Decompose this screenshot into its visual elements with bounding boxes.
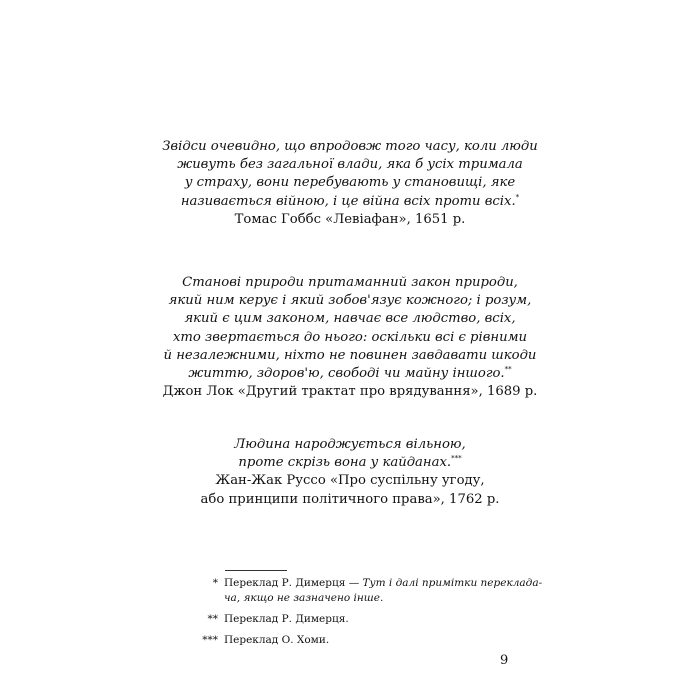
quote-line: який ним керує і який зобов'язує кожного; і розум, (168, 293, 532, 309)
footnotes (196, 576, 543, 654)
footnote-marker: ** (207, 613, 218, 625)
footnote-item (196, 612, 526, 627)
footnote-mark: * (515, 193, 520, 202)
quote-line: проте скрізь вона у кайданах. (238, 455, 452, 471)
quote-line: у страху, вони перебувають у становищі, яке (184, 175, 516, 191)
epigraph-hobbes (150, 138, 550, 229)
epigraph-attribution (150, 472, 550, 508)
footnote-italic-text: ча, якщо не зазначено інше. (224, 592, 384, 604)
quote-line: називається війною, і це війна всіх проти всіх. (180, 193, 516, 209)
footnote-text: Переклад Р. Димерця. (224, 613, 349, 625)
footnote-item (196, 633, 526, 648)
epigraph-attribution (150, 383, 550, 401)
footnote-text: Переклад Р. Димерця — (224, 577, 363, 589)
quote-line: Звідси очевидно, що впродовж того часу, коли люди (162, 139, 538, 154)
footnote-divider (225, 570, 287, 571)
attribution-line: або принципи політичного права», 1762 р. (200, 491, 500, 507)
quote-line: й незалежними, ніхто не повинен завдавати шкоди (163, 347, 537, 363)
quote-line: живуть без загальної влади, яка б усіх тримала (177, 157, 523, 173)
footnote-marker: * (212, 577, 218, 589)
quote-line: життю, здоров'ю, свободі чи майну іншого. (188, 366, 505, 382)
page-number: 9 (500, 653, 509, 668)
attribution-line: Томас Гоббс «Левіафан», 1651 р. (234, 211, 466, 227)
attribution-line: Жан-Жак Руссо «Про суспільну угоду, (215, 473, 485, 489)
footnote-line (224, 576, 543, 591)
footnote-marker: *** (202, 634, 218, 646)
footnote-mark: *** (451, 454, 462, 463)
footnote-item (196, 576, 543, 606)
attribution-line: Джон Лок «Другий трактат про врядування», 1689 р. (162, 384, 538, 400)
quote-line: хто звертається до нього: оскільки всі є рівними (172, 329, 527, 345)
footnote-text: Переклад О. Хоми. (224, 634, 330, 646)
quote-line-last (150, 365, 550, 383)
epigraph-locke (150, 274, 550, 401)
epigraph-rousseau (150, 436, 550, 509)
footnote-mark: ** (504, 365, 512, 374)
epigraph-attribution (150, 211, 550, 229)
epigraph-quote (150, 138, 550, 211)
quote-line: Людина народжується вільною, (234, 437, 466, 452)
quote-line-last (150, 193, 550, 211)
quote-line: Станові природи притаманний закон природи, (182, 275, 518, 290)
quote-line-last (150, 454, 550, 472)
quote-line: який є цим законом, навчає все людство, всіх, (184, 311, 516, 327)
footnote-italic-text: Тут і далі примітки переклада- (362, 577, 543, 589)
epigraph-quote (150, 274, 550, 383)
epigraph-quote (150, 436, 550, 472)
